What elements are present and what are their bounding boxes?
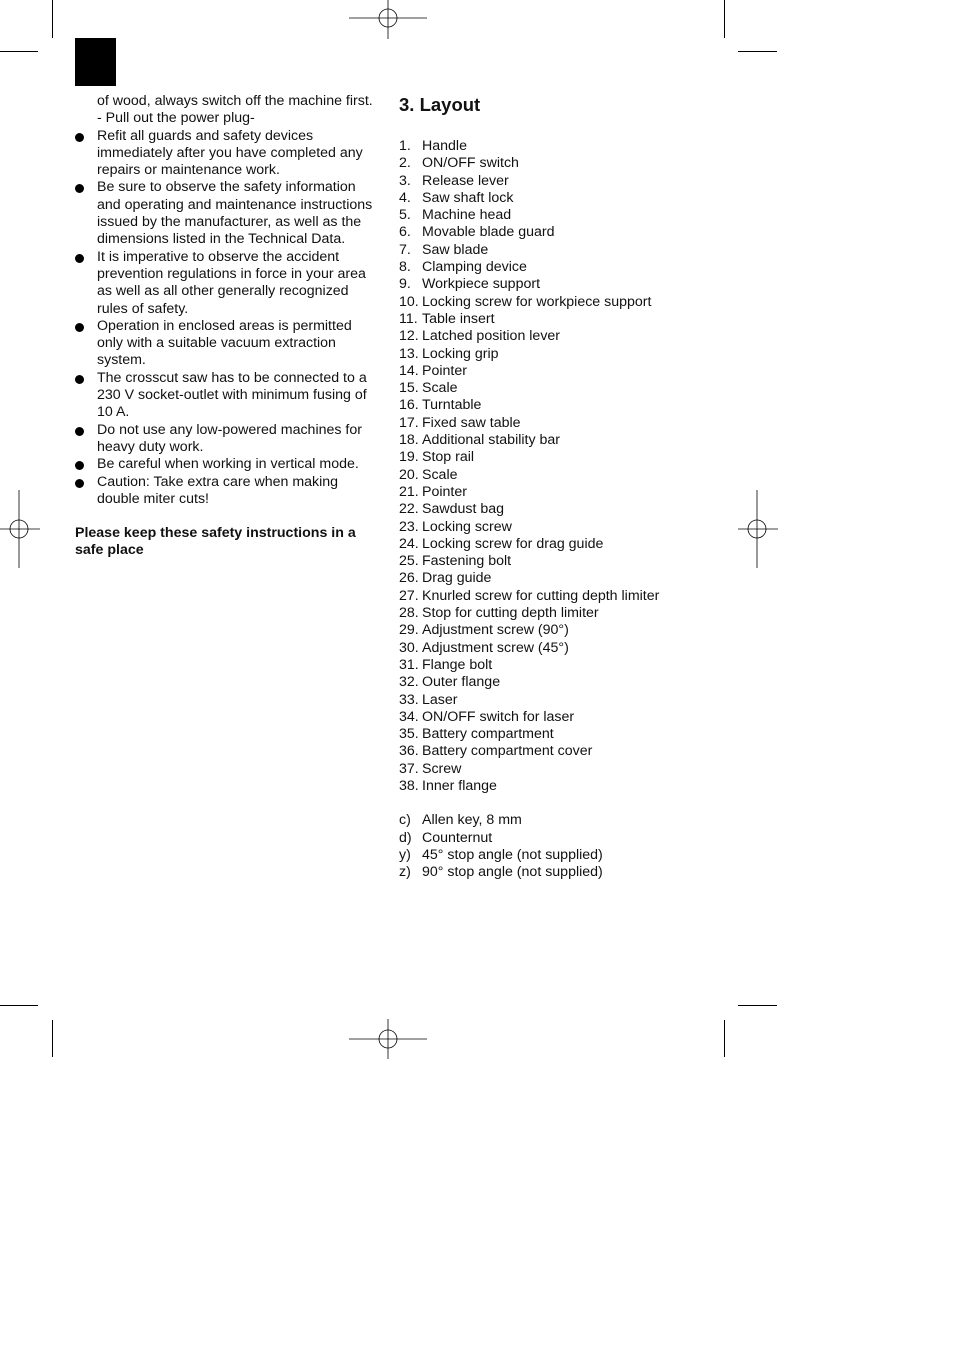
registration-mark-icon	[349, 1019, 427, 1059]
list-item-text: The crosscut saw has to be connected to a 230 V socket-outlet with minimum fusing of 10 A.	[97, 369, 367, 421]
item-number: 37.	[399, 760, 419, 777]
item-label: Locking grip	[422, 345, 499, 362]
list-item	[75, 249, 380, 318]
item-label: Screw	[422, 760, 462, 777]
list-item	[399, 605, 699, 622]
list-item	[399, 761, 699, 778]
item-label: Fastening bolt	[422, 553, 512, 570]
item-label: Battery compartment	[422, 726, 554, 743]
item-number: 13.	[399, 345, 419, 362]
bullet-icon	[75, 184, 84, 193]
language-tab-block	[75, 38, 116, 86]
crop-mark	[52, 0, 53, 38]
list-item-text: It is imperative to observe the accident prevention regulations in force in your area as well as all other generally recognized rules of safety.	[97, 248, 366, 317]
bullet-icon	[75, 254, 84, 263]
item-number: 12.	[399, 328, 419, 345]
safety-instructions-column	[75, 93, 380, 560]
list-item	[399, 190, 699, 207]
bullet-icon	[75, 375, 84, 384]
list-item	[75, 474, 380, 509]
item-label: Clamping device	[422, 259, 527, 276]
list-item	[75, 456, 380, 473]
item-label: Locking screw for drag guide	[422, 535, 604, 552]
item-label: Latched position lever	[422, 328, 561, 345]
intro-line: - Pull out the power plug-	[97, 110, 255, 127]
list-item	[399, 276, 699, 293]
crop-mark	[52, 1020, 53, 1057]
item-number: 33.	[399, 691, 419, 708]
item-label: Sawdust bag	[422, 501, 505, 518]
list-item	[399, 432, 699, 449]
item-number: d)	[399, 829, 412, 846]
list-item	[399, 657, 699, 674]
item-label: Release lever	[422, 172, 509, 189]
item-label: Pointer	[422, 483, 467, 500]
list-item	[399, 207, 699, 224]
intro-line: of wood, always switch off the machine first.	[97, 93, 373, 109]
list-item	[399, 553, 699, 570]
item-label: 45° stop angle (not supplied)	[422, 846, 603, 863]
list-item	[399, 328, 699, 345]
item-number: 21.	[399, 483, 419, 500]
list-item	[399, 155, 699, 172]
item-label: Stop for cutting depth limiter	[422, 605, 599, 622]
item-number: 27.	[399, 587, 419, 604]
item-number: 20.	[399, 466, 419, 483]
list-item	[399, 467, 699, 484]
bullet-icon	[75, 133, 84, 142]
list-item	[399, 449, 699, 466]
item-label: Locking screw	[422, 518, 512, 535]
item-label: Locking screw for workpiece support	[422, 293, 652, 310]
item-label: ON/OFF switch for laser	[422, 708, 575, 725]
bullet-icon	[75, 479, 84, 488]
list-item	[75, 370, 380, 422]
item-label: Stop rail	[422, 449, 475, 466]
list-item	[399, 397, 699, 414]
item-label: Laser	[422, 691, 458, 708]
item-number: 14.	[399, 362, 419, 379]
item-number: 10.	[399, 293, 419, 310]
list-item	[399, 536, 699, 553]
item-label: Saw shaft lock	[422, 189, 514, 206]
list-item	[399, 294, 699, 311]
bullet-icon	[75, 427, 84, 436]
item-number: y)	[399, 846, 411, 863]
list-item	[399, 743, 699, 760]
list-item-text: Be careful when working in vertical mode.	[97, 456, 359, 473]
item-number: 11.	[399, 310, 418, 327]
list-item-text: Be sure to observe the safety information and operating and maintenance instructions issued by the manufacturer, as well as the dimensions listed in the Technical Data.	[97, 179, 373, 248]
item-number: 31.	[399, 656, 419, 673]
list-item	[399, 709, 699, 726]
list-item-text: Operation in enclosed areas is permitted only with a suitable vacuum extraction system.	[97, 317, 352, 369]
list-item	[399, 519, 699, 536]
item-number: 28.	[399, 605, 419, 622]
list-item	[399, 812, 699, 829]
item-number: 4.	[399, 189, 411, 206]
item-label: Counternut	[422, 829, 493, 846]
list-item	[399, 311, 699, 328]
item-number: 38.	[399, 777, 419, 794]
item-label: Machine head	[422, 207, 512, 224]
item-number: c)	[399, 812, 411, 829]
bullet-icon	[75, 323, 84, 332]
item-label: ON/OFF switch	[422, 155, 519, 172]
item-label: Allen key, 8 mm	[422, 812, 522, 829]
item-label: Handle	[422, 138, 467, 154]
closing-note: Please keep these safety instructions in a safe place	[75, 525, 356, 559]
item-number: 1.	[399, 138, 411, 154]
item-label: 90° stop angle (not supplied)	[422, 864, 603, 881]
crop-mark	[0, 1005, 38, 1006]
list-item	[399, 830, 699, 847]
list-item-text: Refit all guards and safety devices immediately after you have completed any repairs or maintenance work.	[97, 127, 363, 179]
item-label: Saw blade	[422, 241, 489, 258]
item-number: 16.	[399, 397, 419, 414]
crop-mark	[0, 51, 38, 52]
item-number: 15.	[399, 380, 419, 397]
list-item	[399, 138, 699, 155]
item-number: 23.	[399, 518, 419, 535]
list-item	[75, 179, 380, 248]
list-item	[399, 346, 699, 363]
registration-mark-icon	[349, 0, 427, 39]
item-number: 25.	[399, 553, 419, 570]
item-label: Scale	[422, 380, 458, 397]
item-label: Adjustment screw (90°)	[422, 622, 569, 639]
crop-mark	[738, 1005, 777, 1006]
list-item	[399, 692, 699, 709]
list-item	[75, 422, 380, 457]
list-item	[399, 847, 699, 864]
list-item-text: Caution: Take extra care when making double miter cuts!	[97, 473, 339, 507]
parts-list	[399, 138, 699, 795]
registration-mark-icon	[0, 490, 40, 568]
list-item	[399, 778, 699, 795]
item-number: 5.	[399, 207, 411, 224]
item-number: 35.	[399, 726, 419, 743]
item-number: 3.	[399, 172, 411, 189]
list-item	[399, 242, 699, 259]
list-item	[399, 640, 699, 657]
item-label: Pointer	[422, 362, 467, 379]
item-number: 30.	[399, 639, 419, 656]
item-label: Workpiece support	[422, 276, 541, 293]
crop-mark	[724, 1020, 725, 1057]
item-label: Adjustment screw (45°)	[422, 639, 569, 656]
item-number: 22.	[399, 501, 419, 518]
list-item	[399, 674, 699, 691]
list-item	[399, 570, 699, 587]
item-number: 19.	[399, 449, 419, 466]
item-label: Flange bolt	[422, 656, 493, 673]
list-item	[399, 501, 699, 518]
list-item	[399, 173, 699, 190]
list-item	[75, 318, 380, 370]
item-number: z)	[399, 864, 411, 881]
item-number: 34.	[399, 708, 419, 725]
item-label: Table insert	[422, 310, 495, 327]
item-number: 17.	[399, 414, 419, 431]
safety-bullet-list	[75, 128, 380, 509]
list-item	[399, 380, 699, 397]
crop-mark	[738, 51, 777, 52]
item-label: Movable blade guard	[422, 224, 555, 241]
item-number: 26.	[399, 570, 419, 587]
item-label: Scale	[422, 466, 458, 483]
item-label: Drag guide	[422, 570, 492, 587]
item-label: Outer flange	[422, 674, 501, 691]
list-item	[399, 259, 699, 276]
list-item	[75, 128, 380, 180]
accessories-list	[399, 812, 699, 881]
list-item	[399, 588, 699, 605]
list-item	[399, 363, 699, 380]
item-number: 32.	[399, 674, 419, 691]
item-number: 9.	[399, 276, 411, 293]
item-label: Additional stability bar	[422, 432, 561, 449]
item-number: 6.	[399, 224, 411, 241]
list-item-text: Do not use any low-powered machines for heavy duty work.	[97, 421, 362, 455]
item-number: 18.	[399, 432, 419, 449]
item-label: Battery compartment cover	[422, 743, 593, 760]
crop-mark	[724, 0, 725, 38]
item-label: Fixed saw table	[422, 414, 521, 431]
registration-mark-icon	[738, 490, 778, 568]
item-number: 7.	[399, 241, 411, 258]
item-number: 8.	[399, 259, 411, 276]
list-item	[399, 726, 699, 743]
item-number: 29.	[399, 622, 419, 639]
list-item	[399, 622, 699, 639]
item-label: Knurled screw for cutting depth limiter	[422, 587, 660, 604]
section-title: 3. Layout	[399, 94, 481, 115]
item-number: 2.	[399, 155, 411, 172]
list-item	[399, 415, 699, 432]
list-item	[399, 484, 699, 501]
layout-column	[399, 93, 699, 881]
item-label: Turntable	[422, 397, 482, 414]
item-number: 36.	[399, 743, 419, 760]
item-label: Inner flange	[422, 777, 497, 794]
item-number: 24.	[399, 535, 419, 552]
bullet-icon	[75, 461, 84, 470]
list-item	[399, 864, 699, 881]
list-item	[399, 224, 699, 241]
